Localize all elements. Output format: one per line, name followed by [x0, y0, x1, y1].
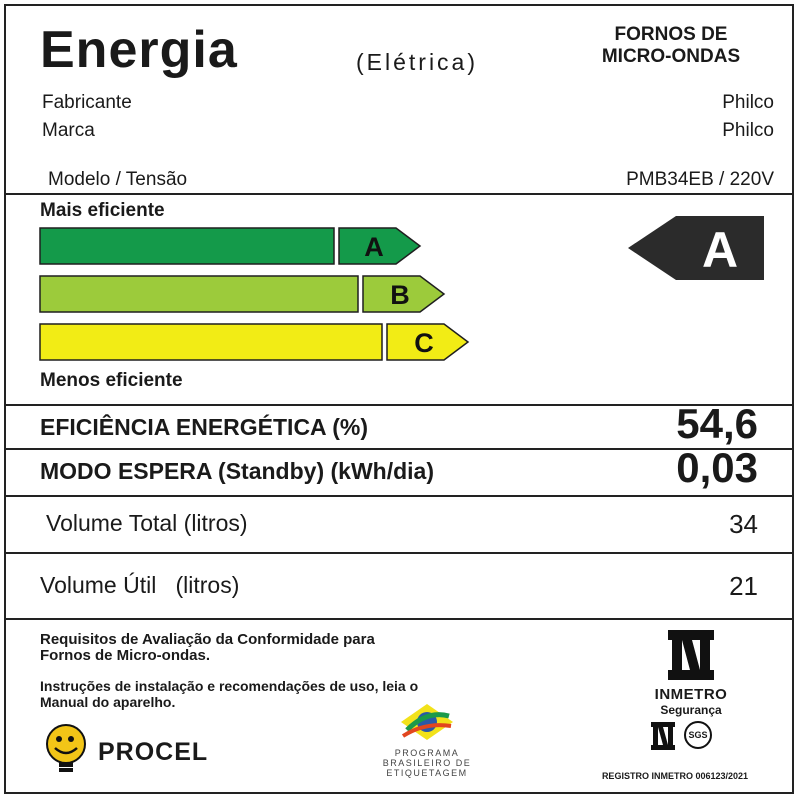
scale-row-a [40, 228, 420, 264]
sgs-text: SGS [688, 730, 708, 740]
category-line-2: MICRO-ONDAS [601, 46, 741, 67]
requirements-text [40, 632, 375, 664]
standby-label: MODO ESPERA (Standby) (kWh/dia) [40, 458, 434, 484]
divider [6, 552, 792, 554]
volume-useful-label: Volume Útil (litros) [40, 572, 240, 598]
divider [6, 495, 792, 497]
model-value: PMB34EB / 220V [626, 169, 774, 190]
requirements-line-1: Requisitos de Avaliação da Conformidade para [40, 631, 375, 648]
scale-bar-c [40, 324, 382, 360]
pbe-line-3: ETIQUETAGEM [386, 768, 468, 778]
inmetro-logo-icon [666, 628, 716, 682]
scale-letter-c: C [414, 328, 434, 358]
efficiency-scale [36, 224, 486, 364]
scale-bottom-label: Menos eficiente [40, 370, 183, 391]
manufacturer-label: Fabricante [42, 92, 132, 113]
inmetro-text: INMETRO [654, 686, 728, 703]
pbe-line-2: BRASILEIRO DE [382, 758, 472, 768]
manufacturer-value: Philco [722, 92, 774, 113]
category-line-1: FORNOS DE [614, 24, 728, 45]
instructions-line-1: Instruções de instalação e recomendações de uso, leia o [40, 678, 419, 694]
scale-bar-b [40, 276, 358, 312]
divider [6, 193, 792, 195]
energy-label [4, 4, 794, 794]
instructions-line-2: Manual do aparelho. [40, 694, 176, 710]
product-category [566, 24, 776, 68]
sgs-seal-icon [684, 721, 712, 749]
pbe-text [372, 748, 482, 778]
scale-top-label: Mais eficiente [40, 200, 165, 221]
registry-number: REGISTRO INMETRO 006123/2021 [601, 771, 748, 781]
pbe-line-1: PROGRAMA [394, 748, 460, 758]
rating-indicator [624, 212, 770, 284]
divider [6, 618, 792, 620]
label-title: Energia [40, 21, 238, 79]
inmetro-seal [626, 628, 756, 755]
divider [6, 448, 792, 450]
scale-letter-a: A [364, 232, 384, 262]
pbe-logo [372, 700, 482, 778]
volume-useful-value: 21 [729, 571, 758, 601]
inmetro-safety-text: Segurança [660, 703, 722, 717]
procel-text: PROCEL [98, 738, 209, 766]
instructions-text [40, 678, 418, 710]
procel-bulb-icon [40, 722, 96, 776]
divider [6, 404, 792, 406]
scale-bar-a [40, 228, 334, 264]
brand-label: Marca [42, 120, 95, 141]
brazil-flag-icon [397, 700, 457, 746]
efficiency-label: EFICIÊNCIA ENERGÉTICA (%) [40, 414, 368, 440]
volume-total-value: 34 [729, 509, 758, 539]
rating-arrow [628, 216, 764, 280]
scale-row-b [40, 276, 444, 312]
scale-row-c [40, 324, 468, 360]
volume-total-label: Volume Total (litros) [46, 510, 248, 536]
model-label: Modelo / Tensão [48, 169, 188, 190]
requirements-line-2: Fornos de Micro-ondas. [40, 647, 211, 664]
inmetro-small-icon [650, 721, 676, 751]
rating-letter: A [701, 222, 739, 278]
scale-letter-b: B [390, 280, 410, 310]
brand-value: Philco [722, 120, 774, 141]
label-subtitle: (Elétrica) [356, 49, 479, 75]
efficiency-value: 54,6 [676, 400, 758, 447]
standby-value: 0,03 [676, 444, 758, 491]
